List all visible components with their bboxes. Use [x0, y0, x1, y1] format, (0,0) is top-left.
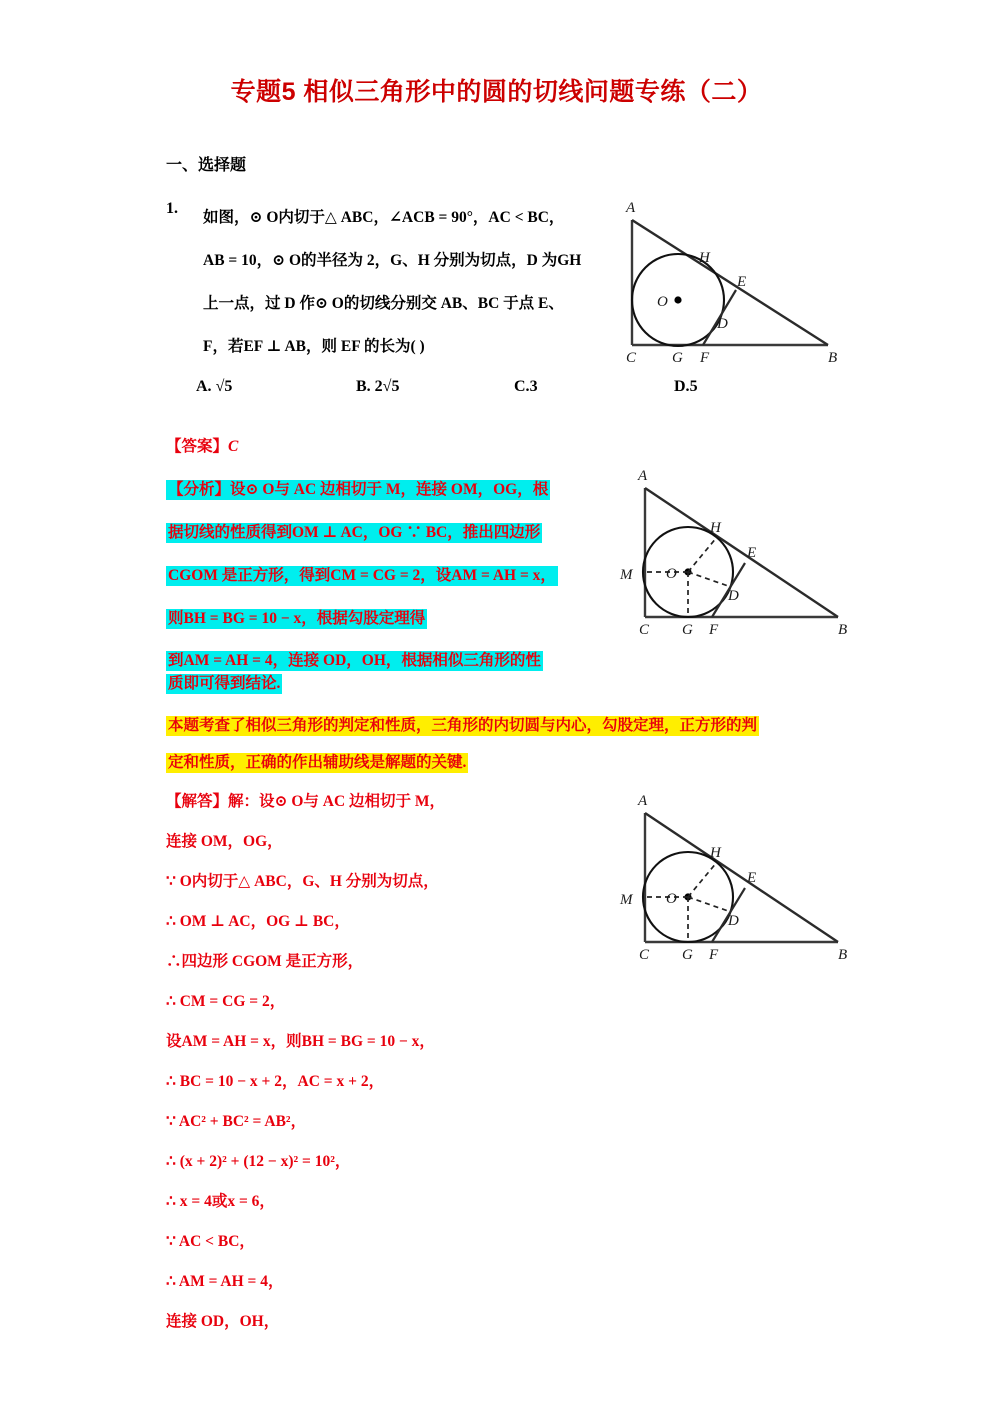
- figure-2-label-D: D: [728, 588, 739, 604]
- solution-line: ∴ (x + 2)² + (12 − x)² = 10²，: [166, 1153, 351, 1170]
- option-d[interactable]: [674, 378, 698, 396]
- analysis-line: CGOM 是正方形，得到CM = CG = 2，设AM = AH = x，: [168, 567, 556, 584]
- solution-line: ∴ x = 4或x = 6，: [166, 1193, 275, 1210]
- figure-3-svg: [600, 780, 855, 965]
- figure-2-label-H: H: [710, 520, 721, 536]
- figure-3-label-M: M: [620, 892, 633, 908]
- figure-1-label-O: O: [657, 294, 668, 310]
- figure-1-label-B: B: [828, 350, 838, 365]
- option-b-key: B.: [356, 378, 371, 395]
- figure-3-label-O: O: [666, 891, 677, 907]
- solution-line: ∴ OM ⊥ AC，OG ⊥ BC，: [166, 913, 350, 930]
- option-a-value: √5: [215, 378, 233, 395]
- answer-label: 【答案】: [166, 438, 229, 455]
- figure-3: [600, 780, 855, 970]
- answer-value: C: [228, 438, 239, 455]
- figure-2-label-B: B: [838, 622, 848, 638]
- figure-3-label-B: B: [838, 947, 848, 963]
- summary-line: 定和性质，正确的作出辅助线是解题的关键.: [168, 754, 467, 771]
- analysis-line: 到AM = AH = 4，连接 OD，OH，根据相似三角形的性: [168, 652, 541, 669]
- figure-3-label-F: F: [709, 947, 719, 963]
- figure-2-label-E: E: [747, 545, 757, 561]
- figure-1-label-G: G: [672, 350, 683, 365]
- option-c[interactable]: [514, 378, 538, 396]
- figure-1-label-F: F: [700, 350, 710, 365]
- analysis-line: 【分析】设⊙ O与 AC 边相切于 M，连接 OM，OG，根: [168, 481, 549, 498]
- figure-1: [600, 190, 850, 370]
- question-line: AB = 10，⊙ O的半径为 2，G、H 分别为切点，D 为GH: [203, 252, 582, 269]
- question-line: 如图，⊙ O内切于△ ABC，∠ACB = 90°，AC < BC，: [203, 209, 565, 226]
- option-d-value: 5: [689, 378, 698, 395]
- solution-line: ∴ AM = AH = 4，: [166, 1273, 284, 1290]
- solution-line: 【解答】解：设⊙ O与 AC 边相切于 M，: [166, 793, 446, 810]
- figure-2-label-F: F: [709, 622, 719, 638]
- figure-2-label-C: C: [639, 622, 650, 638]
- solution-line: 设AM = AH = x，则BH = BG = 10 − x，: [166, 1033, 435, 1050]
- solution-line: ∴ BC = 10 − x + 2，AC = x + 2，: [166, 1073, 385, 1090]
- figure-3-label-C: C: [639, 947, 650, 963]
- figure-3-label-D: D: [728, 913, 739, 929]
- figure-3-label-G: G: [682, 947, 693, 963]
- solution-line: ∵ AC² + BC² = AB²，: [166, 1113, 307, 1130]
- solution-line: 连接 OM，OG，: [166, 833, 283, 850]
- question-body: [203, 196, 603, 368]
- analysis-line: 则BH = BG = 10 − x，根据勾股定理得: [168, 610, 426, 627]
- option-d-key: D.: [674, 378, 690, 395]
- page-title: 专题5 相似三角形中的圆的切线问题专练（二）: [230, 78, 763, 106]
- option-b[interactable]: [356, 378, 399, 396]
- section-heading: 一、选择题: [166, 157, 247, 174]
- figure-3-label-E: E: [747, 870, 757, 886]
- analysis-line: 质即可得到结论.: [168, 675, 281, 692]
- figure-1-svg: [600, 190, 850, 365]
- figure-3-label-H: H: [710, 845, 721, 861]
- figure-1-label-D: D: [717, 316, 728, 332]
- question-line: 上一点，过 D 作⊙ O的切线分别交 AB、BC 于点 E、: [203, 295, 564, 312]
- option-c-value: 3: [529, 378, 538, 395]
- figure-3-label-A: A: [638, 793, 648, 809]
- figure-1-label-C: C: [626, 350, 637, 365]
- figure-2: [600, 455, 855, 645]
- figure-2-svg: [600, 455, 855, 640]
- option-b-value: 2√5: [374, 378, 400, 395]
- solution-line: ∵ O内切于△ ABC，G、H 分别为切点，: [166, 873, 439, 890]
- option-c-key: C.: [514, 378, 530, 395]
- answer-line: [166, 434, 238, 456]
- figure-2-label-M: M: [620, 567, 633, 583]
- summary-line: 本题考查了相似三角形的判定和性质，三角形的内切圆与内心，勾股定理，正方形的判: [168, 717, 758, 734]
- solution-line: 连接 OD，OH，: [166, 1313, 280, 1330]
- figure-1-label-E: E: [737, 274, 747, 290]
- figure-1-label-H: H: [699, 250, 710, 266]
- figure-2-label-G: G: [682, 622, 693, 638]
- figure-1-label-A: A: [626, 200, 636, 216]
- solution-line: ∵ AC < BC，: [166, 1233, 255, 1250]
- figure-2-label-A: A: [638, 468, 648, 484]
- solution-line: ∴四边形 CGOM 是正方形，: [166, 953, 364, 970]
- analysis-line: 据切线的性质得到OM ⊥ AC，OG ∵ BC，推出四边形: [168, 524, 541, 541]
- question-line: F，若EF ⊥ AB，则 EF 的长为( ): [203, 338, 425, 355]
- question-number: 1.: [166, 200, 178, 217]
- solution-line: ∴ CM = CG = 2，: [166, 993, 286, 1010]
- option-a-key: A.: [196, 378, 212, 395]
- figure-2-label-O: O: [666, 566, 677, 582]
- option-a[interactable]: [196, 378, 232, 396]
